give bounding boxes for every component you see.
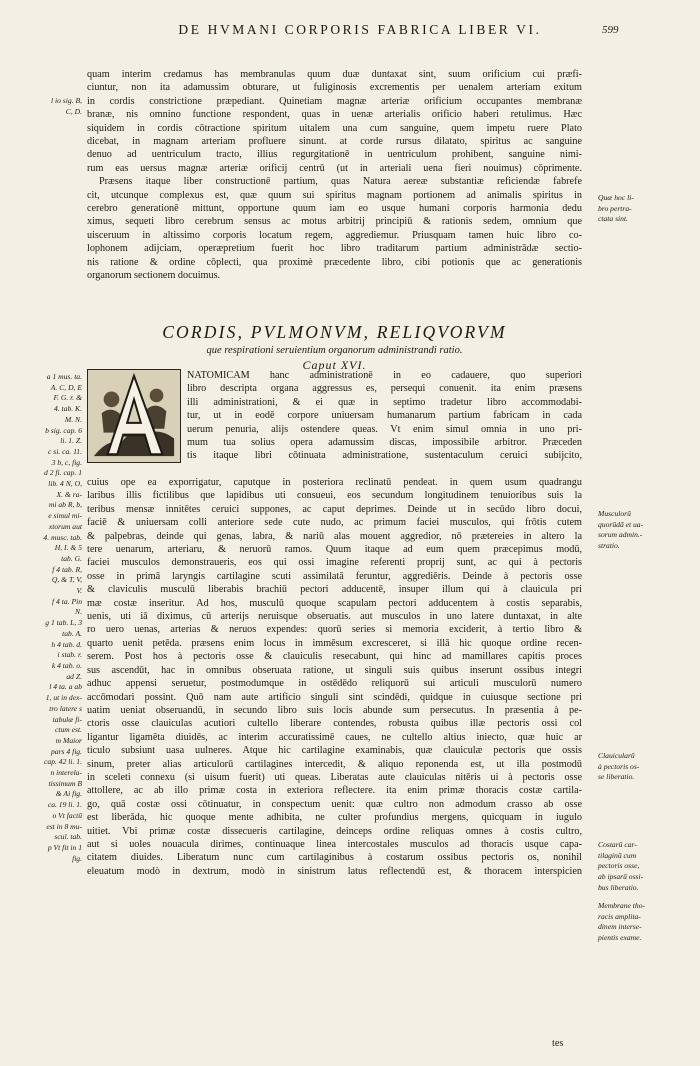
page-number: 599 <box>602 24 619 36</box>
text-line: go, quā costæ ossi cōtinuatur, in conspectum uenit: quæ cultro non admodum crasso ab osse <box>87 798 582 810</box>
text-line: uatim ueniat obseruandū, in secundo libro suis locis abunde sum persecutus. In præsentia à pe- <box>87 704 582 716</box>
text-line: accōmodari possint. Quō nam aute artificio singuli sint scindēdi, quidque in cuiusque sectione pri <box>87 691 582 703</box>
text-line: aut si uoles nouacula dirimes, continuaque linea intercostales musculos ad thoracis usque capa- <box>87 838 582 850</box>
text-line: sus ascendūt, hac in omnibus obseruata ratione, ut singuli suis quibus inserunt ossibus integri <box>87 664 582 676</box>
catchword: tes <box>552 1038 564 1049</box>
section-two-opening <box>187 369 582 463</box>
margin-note-right: Clauicularū à pectoris os- se liberatio. <box>598 751 640 782</box>
text-line: faciē & uniuersam colli anteriore sede cute nudo, ac primum faciei musculos, qui frōtis cutem <box>87 517 582 529</box>
text-line: in cordis constrictione præpediant. Quinetiam magnæ arteriæ orificium occupantes membranæ <box>87 95 582 107</box>
text-line: dicebat, in magnam arteriam profluere sinunt. at corde rursus dilatato, spiritus ac sanguine <box>87 136 582 148</box>
text-line: denuo ad uentriculum tracto, illius regurgitationē in uentriculum prohibent, sanguine nimi- <box>87 149 582 161</box>
chapter-number: Caput XVI. <box>302 358 367 372</box>
text-line: Præsens itaque liber constructionē partium, quas Natura aereæ substantiæ reficiendæ fabrefe <box>99 176 582 188</box>
text-line: siquidem in cordis cōtractione spiritum uitalem una cum sanguine, quem impetu ruere Plato <box>87 122 582 134</box>
text-line: teribus mensæ innitētes ceruici suppones, ac caput deprimes. Deinde ut in secūdo libro docui, <box>87 503 582 515</box>
text-line: & palpebras, deinde qui genas, labra, & nariū alas mouent aggredior, nō prætereies in altero la <box>87 530 582 542</box>
text-line: ctoris osse clauiculas acutiori cultello liberare contendes, robusta quibus illæ pectoris ossi col <box>87 718 582 730</box>
text-line: ro uero uenas, arterias & neruos expendes: quorū series si memoria exciderit, à tertio libro & <box>87 624 582 636</box>
text-line: cit, utcunque complexus est, quæ quum sui spiritus magnam portionem ad animalis spiritus in <box>87 189 582 201</box>
text-line: sinum, preter alias articulorū cartilagines intercedit, & aliquo reponenda est, ut illa postmodū <box>87 758 582 770</box>
running-head: DE HVMANI CORPORIS FABRICA LIBER VI. <box>178 22 542 37</box>
text-line: osse in primā laryngis cartilagine scuti assimilatā feruntur, aggrediēris. Deinde à pectoris osse <box>87 570 582 582</box>
text-line: quam interim credamus has membranulas quum duæ duntaxat sint, suum orificium cui præfi- <box>87 69 582 80</box>
text-line: laribus illis fictilibus que lapidibus uti consueui, eos secundum longitudinem tenuioribus suis la <box>87 490 582 502</box>
text-line: illi administrationi, & ei quæ in septimo tradetur libro accommodabi- <box>187 396 582 408</box>
chapter-subtitle: que respirationi seruientium organorum administrandi ratio. <box>206 345 463 356</box>
text-line: citatem diuides. Liberatum nunc cum cartilaginibus à costarum ossibus pectoris os, nonihil <box>87 852 582 864</box>
text-line: uerum penuria, alijs ostendere queas. Vt enim simul omnia in uno pri- <box>187 423 582 435</box>
chapter-title: CORDIS, PVLMONVM, RELIQVORVM <box>162 322 507 342</box>
text-line: tere uenarum, arteriaru, & neruorū ramos. Quum itaque ad eum quem præcepimus modū, <box>87 544 582 556</box>
text-line: est liberāda, hic quoque mente adhibita, ne culter profundius mergens, quicquam in iugulo <box>87 812 582 824</box>
text-line: rum eas uersus magnæ arteriæ orificij centrū (ut in arteriali uena fieri nouimus) cōprimente. <box>87 162 582 174</box>
margin-note-right: Musculorū quorūdā et ua- sorum admin.- stratio. <box>598 509 644 551</box>
text-line: ligantur ligamēta diuidēs, ac interim accuratissimē caues, ne cultello altius iniecto, quæ huic ar <box>87 731 582 743</box>
text-line: uenis, uti iā diximus, cū arterijs neruisque obseruatis. aut musculos in uno latere duntaxat, in alte <box>87 611 582 623</box>
decorated-initial-a <box>87 369 181 463</box>
text-line: uisceruum in altissimo corporis locatum regem, aggrediemur. Priusquam tamen huic libro co- <box>87 229 582 241</box>
text-line: tur, ut in eodē corpore uniuersam humanarum partium fabricam in cada <box>187 410 582 422</box>
text-line: organorum sectionem docuimus. <box>87 270 221 282</box>
text-line: cerebro generationē mittunt, opportune quum iam eo usque humani corporis harmonia dedu <box>87 203 582 215</box>
section-two-text <box>87 476 582 878</box>
text-line: adhuc appensi seruetur, postmodumque in ostēdēdo reliquorū sui articuli musculorū numero <box>87 678 582 690</box>
margin-note-right: Quæ hoc li- bro pertra- ctata sint. <box>598 193 634 224</box>
text-line: eleuatum modò in dextrum, modò in sinistrum latus reflectendū est, & thoracem interspicien <box>87 865 582 877</box>
text-line: libro descripta organa aggressus es, persequi conuenit. ita enim præsens <box>187 383 582 395</box>
text-line: ximus, sequeti libro cerebrum sensus ac motus arbitrij principiū & rationis sedem, omnium que <box>87 216 582 228</box>
woodcut-initial-icon <box>88 370 180 462</box>
text-line: faciei musculos demonstraueris, eos qui ossi imagine referenti proprij sunt, ac qui à pectoris <box>87 557 582 569</box>
text-line: in sceleti connexu (si uisum fuerit) uti queas. Liberatas aute clauiculas nitēris ui à pectoris osse <box>87 771 582 783</box>
text-line: cuius ope ea exporrigatur, caputque in posteriora reclinatū pendeat. in quem usum quadrangu <box>87 477 582 488</box>
text-line: attollere, ac ab illo primæ costa in exteriora reflectere. ita enim primæ thoracis costæ cartila- <box>87 785 582 797</box>
margin-note-left: a 1 mus. ta. A. C, D, E F. G. r. & 4. tab. K. M. N. b sig. cap. 6 li. 1. Z. c si. ca. 11. 3 b, c, fig. d 2 fi. cap. 1 lib. 4 N, O, X. & ra- mi ab R, b, e simul mi- xtorum aut 4. musc. tab. H, I. & 5 tab. G. f 4 tab. R, Q, & T, V, V. f 4 ta. Pin N. g 1 tab. L, 3 tab. A. h 4 tab. d. i stab. r. k 4 tab. o. ad Z. l 4 ta. a ab 1, ut in dex- tro latere s tabulæ fi- ctum est. m Maior pars 4 fig. cap. 42 li. 1. n interela- tissimum B & Ai fig. ca. 19 li. 1. o Vt factū est in 8 mu- scul. tab. p Vt fit in 1 fig. <box>43 372 82 863</box>
text-line: serem. Post hos à pectoris osse & clauiculis resecabunt, qui hinc ad mamillares capitis proces <box>87 651 582 663</box>
margin-note-left: l io sig. B, C, D. <box>50 96 82 116</box>
text-line: ticulo subsiunt uasa uulneres. Atque hic cartilagine examinabis, quæ clauiculæ pectoris que ossis <box>87 745 582 757</box>
text-line: uitiet. Vbi primæ costæ dissecueris cartilagine, deinceps ordine reliquas omnes à costis cultro, <box>87 825 582 837</box>
text-line: lophonem adijciam, operæpretium fuerit hoc libro traditarum partium administrādæ sectio- <box>87 243 582 255</box>
text-line: mæ costæ inseritur. Ad hos, musculū quoque scapulam pectori adducentem à costis separabis, <box>87 597 582 609</box>
text-line: mum tua solius opera adamussim discas, impossibile arbitror. Præceden <box>187 437 582 449</box>
chapter-heading <box>87 322 582 373</box>
section-one-text <box>87 68 582 283</box>
text-line: & claviculis musculū liberabis brachiū pectori adducentē, insuper illum qui à clauicula pri <box>87 584 582 596</box>
margin-note-right: Costarū car- tilaginū cum pectoris osse, ab ipsarū ossi- bus liberatio. <box>598 840 644 892</box>
text-line: branæ, nis omnino functione respondent, quas in uenæ arterialis orificio haberi retulimus. Hæc <box>87 109 582 121</box>
text-line: NATOMICAM hanc administrationē in eo cadauere, quo superiori <box>187 370 582 381</box>
text-line: quarto uenit petēda. præsens enim locus in immēsum excresceret, si illā hic quoque ordine recen- <box>87 637 582 649</box>
text-line: tis itaque libri cōtinuata administratione, sustentaculum ceruici subijcito, <box>187 450 582 462</box>
margin-note-right: Membrane tho- racis amplita- dinem interse- pientis exame. <box>598 901 646 943</box>
text-line: nis ratione & ordine cōplecti, qua proximè præcedente libro, cibi potionis que ac generationis <box>87 256 582 268</box>
text-line: ciuntur, non ita adamussim obturare, ut fuliginosis excrementis per uenalem arteriam exitum <box>87 82 582 94</box>
